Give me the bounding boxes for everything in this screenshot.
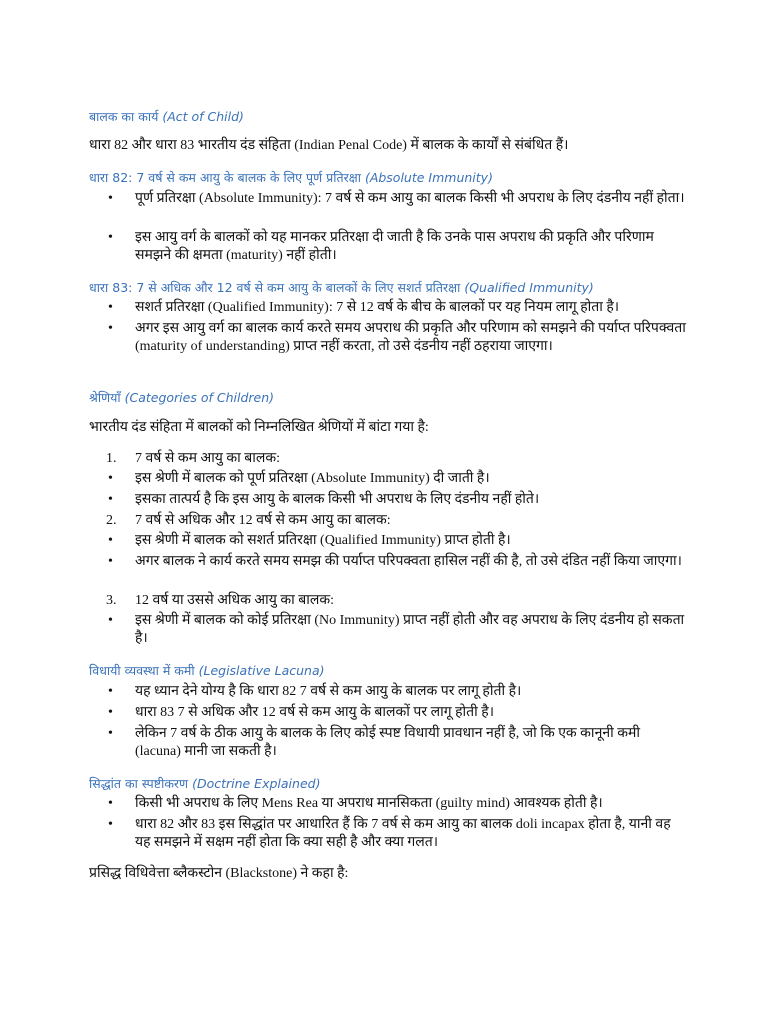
list-item-text: इस आयु वर्ग के बालकों को यह मानकर प्रतिरक्षा दी जाती है कि उनके पास अपराध की प्रकृति और परिणाम समझने की क्षमता (maturity) नहीं होती। [135,230,654,263]
closing-paragraph: प्रसिद्ध विधिवेत्ता ब्लैकस्टोन (Blackstone) ने कहा है: [89,866,349,881]
list-item-text: लेकिन 7 वर्ष के ठीक आयु के बालक के लिए कोई स्पष्ट विधायी प्रावधान नहीं है, जो कि एक कानूनी कमी (lacuna) मानी जा सकती है। [135,726,640,759]
number-marker: 3. [106,593,117,608]
list-item-text: इस श्रेणी में बालक को पूर्ण प्रतिरक्षा (Absolute Immunity) दी जाती है। [135,471,490,486]
list-item-text: सशर्त प्रतिरक्षा (Qualified Immunity): 7 से 12 वर्ष के बीच के बालकों पर यह नियम लागू होता है। [135,300,620,315]
list-item-text: किसी भी अपराध के लिए Mens Rea या अपराध मानसिकता (guilty mind) आवश्यक होती है। [135,796,603,811]
numbered-item [108,592,688,610]
heading-english: (Doctrine Explained) [192,776,321,791]
bullet-marker: • [108,817,113,832]
list-item [108,725,688,761]
bullet-marker: • [108,796,113,811]
list-item-text: इसका तात्पर्य है कि इस आयु के बालक किसी भी अपराध के लिए दंडनीय नहीं होते। [135,492,540,507]
bullet-marker: • [108,191,113,206]
numbered-item [108,450,688,468]
list-item-text: धारा 83 7 से अधिक और 12 वर्ष से कम आयु के बालकों पर लागू होती है। [135,705,495,720]
section-heading-sec83 [89,279,594,296]
list-item [108,229,688,265]
list-item [108,299,688,317]
heading-hindi: धारा 83: 7 से अधिक और 12 वर्ष से कम आयु के बालकों के लिए सशर्त प्रतिरक्षा [89,280,461,295]
section-heading-sec82 [89,169,493,186]
heading-english: (Qualified Immunity) [464,280,594,295]
numbered-item [108,512,688,530]
bullet-marker: • [108,554,113,569]
numbered-item-title: 7 वर्ष से अधिक और 12 वर्ष से कम आयु का बालक: [135,513,391,528]
bullet-marker: • [108,533,113,548]
section-heading-categories [89,389,274,406]
heading-hindi: बालक का कार्य [89,109,159,124]
list-item [108,704,688,722]
list-item [108,816,688,852]
list-item [108,470,688,488]
bullet-marker: • [108,300,113,315]
bullet-marker: • [108,613,113,628]
categories-intro: भारतीय दंड संहिता में बालकों को निम्नलिखित श्रेणियों में बांटा गया है: [89,420,429,435]
list-item-text: इस श्रेणी में बालक को सशर्त प्रतिरक्षा (Qualified Immunity) प्राप्त होती है। [135,533,511,548]
bullet-marker: • [108,705,113,720]
section-heading-doctrine [89,775,320,792]
list-item-text: अगर इस आयु वर्ग का बालक कार्य करते समय अपराध की प्रकृति और परिणाम को समझने की पर्याप्त परिपक्वता (maturity of understanding) प्राप्त नहीं करता, तो उसे दंडनीय नहीं ठहराया जाएगा। [135,321,686,354]
list-item [108,190,688,208]
numbered-item-title: 12 वर्ष या उससे अधिक आयु का बालक: [135,593,334,608]
list-item [108,491,688,509]
bullet-marker: • [108,492,113,507]
list-item-text: यह ध्यान देने योग्य है कि धारा 82 7 वर्ष से कम आयु के बालक पर लागू होती है। [135,684,522,699]
heading-english: (Act of Child) [162,109,244,124]
heading-english: (Legislative Lacuna) [198,663,325,678]
list-item [108,795,688,813]
list-item-text: धारा 82 और 83 इस सिद्धांत पर आधारित हैं कि 7 वर्ष से कम आयु का बालक doli incapax होता है, यानी वह यह समझने में सक्षम नहीं होता कि क्या सही है और क्या गलत। [135,817,671,850]
list-item [108,683,688,701]
list-item [108,612,688,648]
number-marker: 1. [106,451,117,466]
heading-hindi: श्रेणियाँ [89,390,121,405]
bullet-marker: • [108,230,113,245]
list-item [108,553,688,571]
bullet-marker: • [108,684,113,699]
bullet-marker: • [108,321,113,336]
list-item [108,532,688,550]
heading-hindi: धारा 82: 7 वर्ष से कम आयु के बालक के लिए पूर्ण प्रतिरक्षा [89,170,361,185]
list-item [108,320,688,356]
numbered-item-title: 7 वर्ष से कम आयु का बालक: [135,451,281,466]
bullet-marker: • [108,726,113,741]
intro-paragraph: धारा 82 और धारा 83 भारतीय दंड संहिता (Indian Penal Code) में बालक के कार्यों से संबंधित हैं। [89,138,569,153]
heading-hindi: विधायी व्यवस्था में कमी [89,663,195,678]
list-item-text: पूर्ण प्रतिरक्षा (Absolute Immunity): 7 वर्ष से कम आयु का बालक किसी भी अपराध के लिए दंडनीय नहीं होता। [135,191,685,206]
list-item-text: इस श्रेणी में बालक को कोई प्रतिरक्षा (No Immunity) प्राप्त नहीं होती और वह अपराध के लिए दंडनीय हो सकता है। [135,613,685,646]
section-heading-lacuna [89,662,325,679]
heading-hindi: सिद्धांत का स्पष्टीकरण [89,776,189,791]
list-item-text: अगर बालक ने कार्य करते समय समझ की पर्याप्त परिपक्वता हासिल नहीं की है, तो उसे दंडित नहीं किया जाएगा। [135,554,682,569]
heading-english: (Categories of Children) [124,390,275,405]
section-heading-act-of-child [89,108,244,125]
bullet-marker: • [108,471,113,486]
heading-english: (Absolute Immunity) [364,170,493,185]
number-marker: 2. [106,513,117,528]
